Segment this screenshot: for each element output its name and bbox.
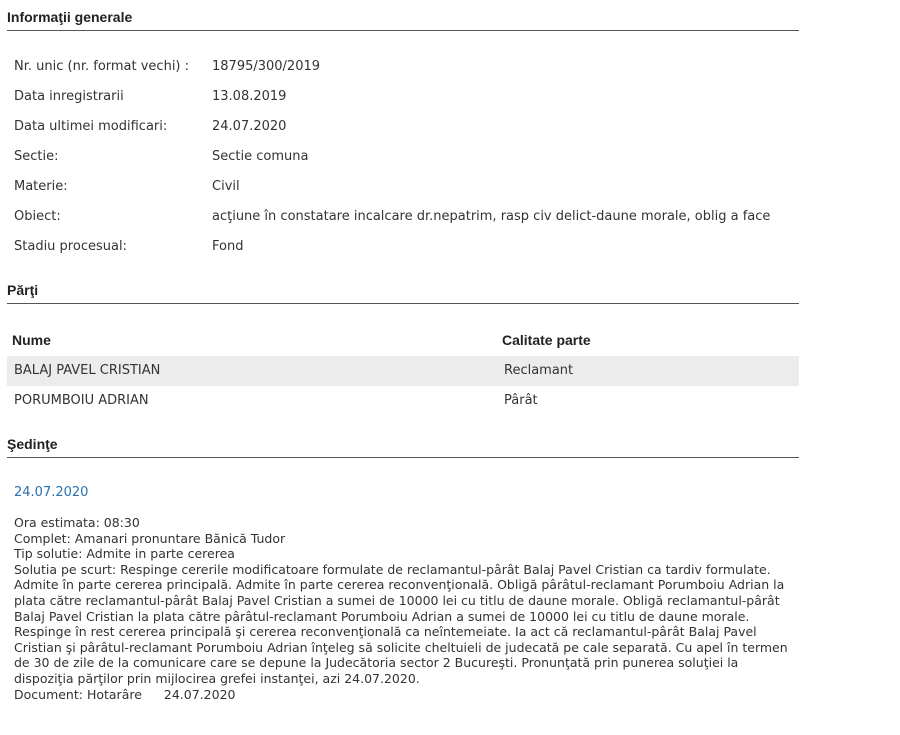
hearing-document: [14, 687, 799, 703]
hearing-panel: Complet: Amanari pronuntare Bănică Tudor: [14, 530, 286, 546]
field-label: Data ultimei modificari:: [14, 119, 168, 134]
column-header-name: Nume: [12, 332, 51, 348]
field-value: 18795/300/2019: [212, 59, 321, 74]
hearing-solution-summary: Solutia pe scurt: Respinge cererile modificatoare formulate de reclamantul-pârât Balaj Pavel Cristian ca tardiv formulate. Admite în parte cererea principală. Admite în parte cererea reconvenţională. Obligă pârâtul-reclamant Porumboiu Adrian la plata către reclamantul-pârât Balaj Pavel Cristian a sumei de 10000 lei cu titlu de daune morale. Obligă reclamantul-pârât Balaj Pavel Cristian la plata către pârâtul-reclamant Porumboiu Adrian a sumei de 10000 lei cu titlu de daune morale. Respinge în rest cererea principală şi cererea reconvenţională ca neîntemeiate. Ia act că reclamantul-pârât Balaj Pavel Cristian şi pârâtul-reclamant Porumboiu Adrian înţeleg să solicite cheltuieli de judecată pe cale separată. Cu apel în termen de 30 de zile de la comunicare care se depune la Judecătoria sector 2 Bucureşti. Pronunţată prin punerea soluţiei la dispoziţia părţilor prin mijlocirea grefei instanţei, azi 24.07.2020.: [14, 561, 788, 686]
party-role: Pârât: [504, 393, 538, 408]
document-type: Document: Hotarâre: [14, 686, 142, 702]
field-label: Stadiu procesual:: [14, 239, 127, 254]
general-info-title: Informaţii generale: [7, 9, 799, 31]
hearing-details: [14, 515, 799, 702]
parties-section: [7, 282, 799, 304]
table-row: [7, 386, 799, 416]
hearing-time: Ora estimata: 08:30: [14, 515, 140, 530]
hearing-date: 24.07.2020: [14, 485, 89, 500]
party-name: BALAJ PAVEL CRISTIAN: [14, 363, 161, 378]
document-date: 24.07.2020: [163, 686, 236, 702]
party-role: Reclamant: [504, 363, 574, 378]
field-label: Obiect:: [14, 209, 61, 224]
parties-title: Părţi: [7, 282, 799, 304]
parties-table-header: [7, 326, 799, 354]
field-value: 24.07.2020: [212, 119, 287, 134]
field-label: Materie:: [14, 179, 68, 194]
field-value: Fond: [212, 239, 244, 254]
field-label: Sectie:: [14, 149, 59, 164]
hearing-solution-type: Tip solutie: Admite in parte cererea: [14, 546, 235, 562]
field-label: Data inregistrarii: [14, 89, 124, 104]
table-row: [7, 356, 799, 386]
general-info-section: [7, 9, 799, 31]
field-label: Nr. unic (nr. format vechi) :: [14, 59, 190, 74]
field-value: Civil: [212, 179, 240, 194]
field-value: acţiune în constatare incalcare dr.nepatrim, rasp civ delict-daune morale, oblig a face: [212, 209, 771, 224]
hearings-section: [7, 436, 799, 458]
field-value: Sectie comuna: [212, 149, 309, 164]
field-value: 13.08.2019: [212, 89, 287, 104]
column-header-role: Calitate parte: [502, 332, 591, 348]
hearings-title: Şedinţe: [7, 436, 799, 458]
party-name: PORUMBOIU ADRIAN: [14, 393, 149, 408]
